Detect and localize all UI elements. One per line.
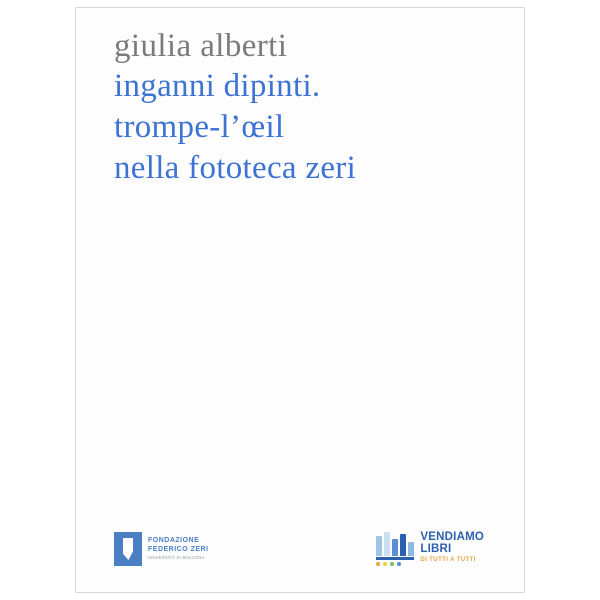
book-cover [75,7,525,593]
title-line-3: nella fototeca zeri [114,150,357,186]
cover-title-block [114,26,506,189]
books-shelf-icon [376,530,414,566]
book-title [114,66,506,189]
zeri-logo-line-2: FEDERICO ZERI [148,546,209,553]
shelf-bar-icon [376,557,414,560]
publisher-line-1: VENDIAMO [420,531,484,543]
zeri-logo-line-1: FONDAZIONE [148,537,200,544]
author-name: giulia alberti [114,28,288,64]
cover-logos [76,510,524,570]
zeri-logo-text [148,537,209,561]
books-icon [376,530,414,556]
publisher-tagline: DI TUTTI A TUTTI [420,557,476,563]
vendiamo-libri-logo [376,530,484,566]
fondazione-federico-zeri-logo [114,532,209,566]
title-line-1: inganni dipinti. [114,68,321,104]
publisher-line-2: LIBRI [420,543,452,555]
color-dots-icon [376,562,414,566]
zeri-logo-line-3: UNIVERSITÀ DI BOLOGNA [148,555,205,560]
zeri-emblem-icon [114,532,142,566]
vendiamo-libri-text [420,530,484,565]
title-line-2: trompe-l’œil [114,109,285,145]
